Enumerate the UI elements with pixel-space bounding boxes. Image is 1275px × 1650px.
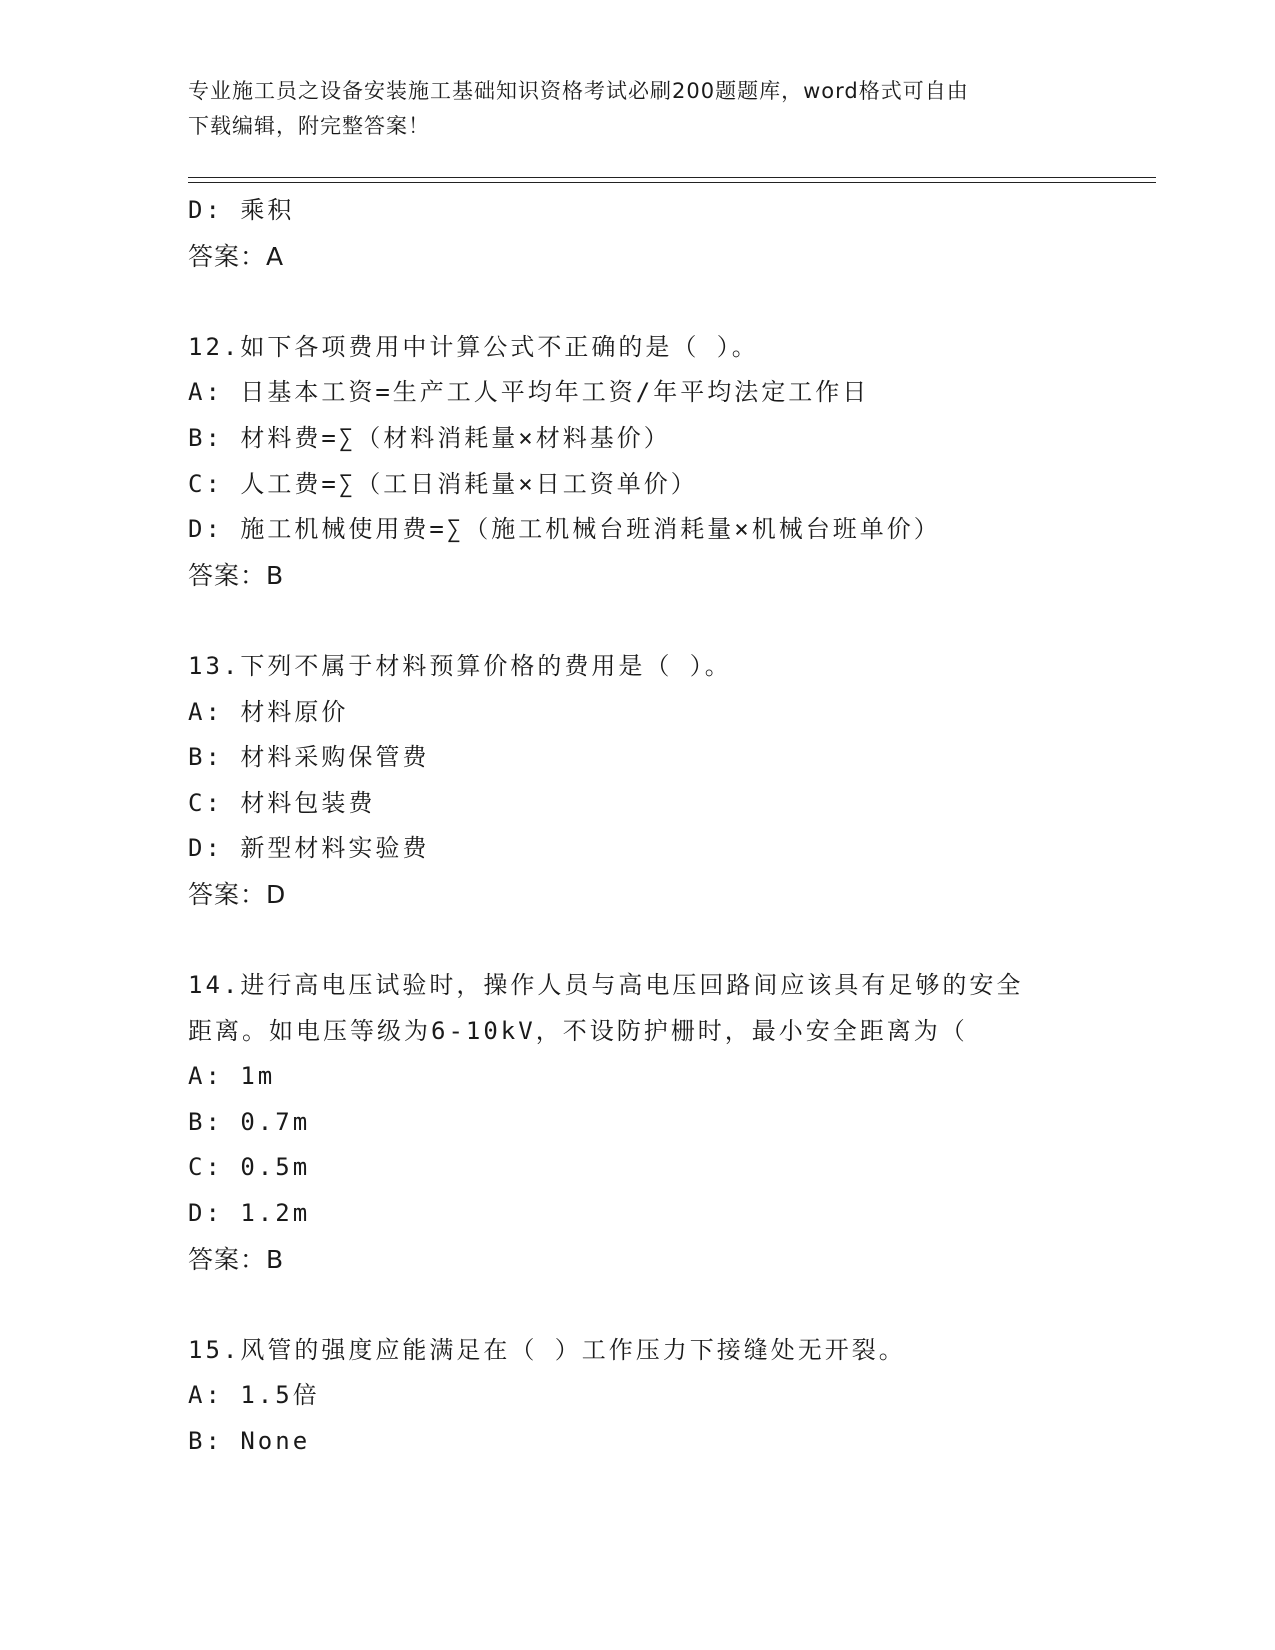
option-a: A: 1m bbox=[188, 1062, 276, 1091]
option-d: D: 新型材料实验费 bbox=[188, 834, 430, 863]
document-header bbox=[188, 74, 1088, 144]
option-b: B: 材料采购保管费 bbox=[188, 743, 430, 772]
question-spacer bbox=[188, 1282, 1148, 1328]
question-spacer bbox=[188, 598, 1148, 644]
option-d: D: 乘积 bbox=[188, 196, 295, 224]
answer-line: 答案：D bbox=[188, 879, 287, 909]
question-14 bbox=[188, 963, 1148, 1282]
question-11-tail bbox=[188, 188, 1148, 279]
header-title-line-2: 下载编辑，附完整答案！ bbox=[188, 114, 430, 138]
option-a: A: 1.5倍 bbox=[188, 1381, 320, 1410]
question-text: 12.如下各项费用中计算公式不正确的是（ ）。 bbox=[188, 332, 759, 361]
question-list bbox=[188, 188, 1148, 1465]
header-title-line-1: 专业施工员之设备安装施工基础知识资格考试必刷200题题库，word格式可自由 bbox=[188, 79, 969, 103]
question-13 bbox=[188, 644, 1148, 918]
option-c: C: 0.5m bbox=[188, 1153, 311, 1182]
option-b: B: 材料费=∑（材料消耗量×材料基价） bbox=[188, 423, 671, 452]
answer-line: 答案：B bbox=[188, 1244, 285, 1274]
option-d: D: 施工机械使用费=∑（施工机械台班消耗量×机械台班单价） bbox=[188, 515, 941, 544]
question-15 bbox=[188, 1328, 1148, 1465]
question-spacer bbox=[188, 279, 1148, 325]
question-text: 13.下列不属于材料预算价格的费用是（ ）。 bbox=[188, 651, 732, 680]
answer-line: 答案：B bbox=[188, 560, 285, 590]
question-spacer bbox=[188, 918, 1148, 964]
option-a: A: 日基本工资=生产工人平均年工资/年平均法定工作日 bbox=[188, 378, 870, 407]
option-d: D: 1.2m bbox=[188, 1199, 311, 1228]
question-text-line-2: 距离。如电压等级为6-10kV，不设防护栅时，最小安全距离为（ bbox=[188, 1016, 968, 1045]
header-divider-bottom bbox=[188, 182, 1156, 183]
option-c: C: 人工费=∑（工日消耗量×日工资单价） bbox=[188, 469, 698, 498]
option-c: C: 材料包装费 bbox=[188, 788, 376, 817]
question-12 bbox=[188, 325, 1148, 599]
option-b: B: None bbox=[188, 1427, 311, 1456]
answer-line: 答案：A bbox=[188, 241, 285, 271]
question-text: 15.风管的强度应能满足在（ ）工作压力下接缝处无开裂。 bbox=[188, 1335, 906, 1364]
option-b: B: 0.7m bbox=[188, 1107, 311, 1136]
header-divider-top bbox=[188, 177, 1156, 178]
question-text-line-1: 14.进行高电压试验时，操作人员与高电压回路间应该具有足够的安全 bbox=[188, 971, 1024, 1000]
option-a: A: 材料原价 bbox=[188, 697, 349, 726]
